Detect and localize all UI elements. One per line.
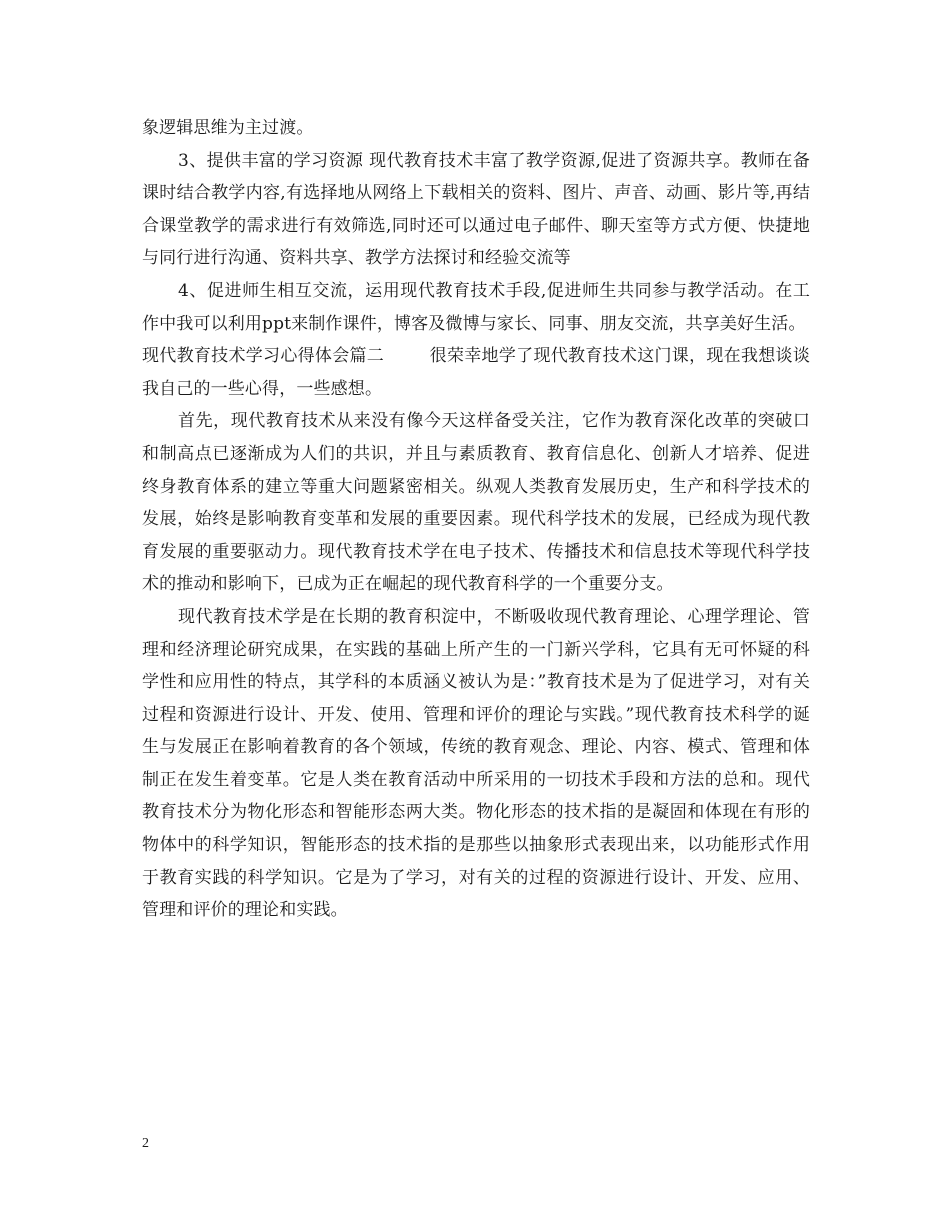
paragraph-educational-technology-definition: 现代教育技术学是在长期的教育积淀中，不断吸收现代教育理论、心理学理论、管理和经济理论研究成果，在实践的基础上所产生的一门新兴学科，它具有无可怀疑的科学性和应用性的特点，其学科的本质涵义被认为是：”教育技术是为了促进学习，对有关过程和资源进行设计、开发、使用、管理和评价的理论与实践。”现代教育技术科学的诞生与发展正在影响着教育的各个领域，传统的教育观念、理论、内容、模式、管理和体制正在发生着变革。它是人类在教育活动中所采用的一切技术手段和方法的总和。现代教育技术分为物化形态和智能形态两大类。物化形态的技术指的是凝固和体现在有形的物体中的科学知识，智能形态的技术指的是那些以抽象形式表现出来，以功能形式作用于教育实践的科学知识。它是为了学习，对有关的过程的资源进行设计、开发、应用、管理和评价的理论和实践。 — [142, 606, 810, 921]
document-body — [142, 112, 810, 927]
paragraph-section-two-heading: 现代教育技术学习心得体会篇二 很荣幸地学了现代教育技术这门课，现在我想谈谈我自己的一些心得，一些感想。 — [142, 346, 810, 399]
paragraph-firstly: 首先，现代教育技术从来没有像今天这样备受关注，它作为教育深化改革的突破口和制高点已逐渐成为人们的共识，并且与素质教育、教育信息化、创新人才培养、促进终身教育体系的建立等重大问题紧密相关。纵观人类教育发展历史，生产和科学技术的发展，始终是影响教育变革和发展的重要因素。现代科学技术的发展，已经成为现代教育发展的重要驱动力。现代教育技术学在电子技术、传播技术和信息技术等现代科学技术的推动和影响下，已成为正在崛起的现代教育科学的一个重要分支。 — [142, 411, 810, 595]
paragraph-continuation: 象逻辑思维为主过渡。 — [142, 118, 314, 138]
page-number: 2 — [142, 1136, 149, 1151]
paragraph-teacher-student-exchange: 4、促进师生相互交流，运用现代教育技术手段,促进师生共同参与教学活动。在工作中我可以利用ppt来制作课件，博客及微博与家长、同事、朋友交流，共享美好生活。 — [142, 280, 810, 334]
paragraph-learning-resources: 3、提供丰富的学习资源 现代教育技术丰富了教学资源,促进了资源共享。教师在备课时结合教学内容,有选择地从网络上下载相关的资料、图片、声音、动画、影片等,再结合课堂教学的需求进行有效筛选,同时还可以通过电子邮件、聊天室等方式方便、快捷地与同行进行沟通、资料共享、教学方法探讨和经验交流等 — [142, 150, 810, 269]
